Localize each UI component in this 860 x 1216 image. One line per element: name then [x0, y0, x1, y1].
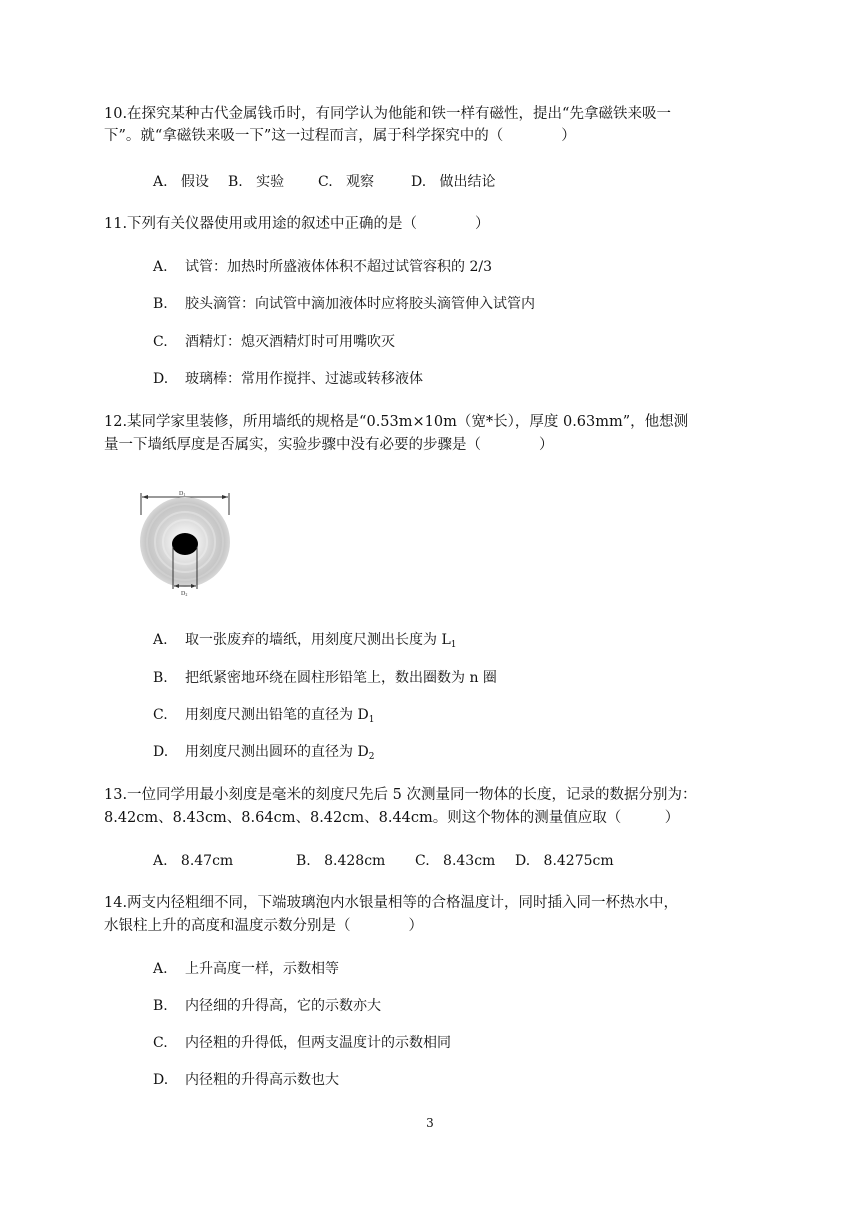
- q12-option-d: D. 用刻度尺测出圆环的直径为 $D_2$: [153, 744, 375, 762]
- q12-stem-line2: 量一下墙纸厚度是否属实，实验步骤中没有必要的步骤是（ ）: [104, 437, 554, 453]
- q11-option-b: B. 胶头滴管：向试管中滴加液体时应将胶头滴管伸入试管内: [153, 296, 535, 312]
- wallpaper-roll-drawing: [130, 485, 240, 600]
- q14-option-b: B. 内径细的升得高，它的示数亦大: [153, 998, 381, 1014]
- q13-option-b: B. 8.428cm: [296, 853, 386, 869]
- q14-stem-line1: 14.两支内径粗细不同，下端玻璃泡内水银量相等的合格温度计，同时插入同一杯热水中，: [104, 895, 679, 911]
- q10-stem-line2: 下”。就“拿磁铁来吸一下”这一过程而言，属于科学探究中的（ ）: [104, 128, 576, 144]
- page-number: 3: [426, 1116, 434, 1130]
- outer-diameter-label: D1: [179, 491, 186, 497]
- q13-stem-line2: 8.42cm、8.43cm、8.64cm、8.42cm、8.44cm。则这个物体的测量值应取（ ）: [104, 810, 680, 826]
- q13-stem-line1: 13.一位同学用最小刻度是毫米的刻度尺先后 5 次测量同一物体的长度，记录的数据分别为：: [104, 787, 697, 803]
- q14-option-d: D. 内径粗的升得高示数也大: [153, 1072, 339, 1088]
- q14-option-c: C. 内径粗的升得低，但两支温度计的示数相同: [153, 1035, 451, 1051]
- q11-option-a: A. 试管：加热时所盛液体体积不超过试管容积的 2/3: [153, 259, 492, 275]
- q12-option-a: A. 取一张废弃的墙纸，用刻度尺测出长度为 $L_1$: [153, 632, 457, 650]
- q10-option-a: A. 假设: [153, 174, 209, 190]
- q12-option-c: C. 用刻度尺测出铅笔的直径为 $D_1$: [153, 707, 375, 725]
- wallpaper-roll-figure: [130, 485, 240, 600]
- q14-stem-line2: 水银柱上升的高度和温度示数分别是（ ）: [104, 918, 423, 934]
- q12-option-b: B. 把纸紧密地环绕在圆柱形铅笔上，数出圈数为 n 圈: [153, 670, 497, 686]
- q13-option-c: C. 8.43cm: [415, 853, 496, 869]
- q10-option-b: B. 实验: [228, 174, 285, 190]
- q12-stem-line1: 12.某同学家里装修，所用墙纸的规格是“0.53m×10m（宽*长），厚度 0.63mm”，他想测: [104, 414, 689, 430]
- q13-option-a: A. 8.47cm: [153, 853, 234, 869]
- q10-option-c: C. 观察: [318, 174, 375, 190]
- inner-diameter-label: D2: [181, 591, 188, 597]
- q10-option-d: D. 做出结论: [411, 174, 496, 190]
- q11-option-c: C. 酒精灯：熄灭酒精灯时可用嘴吹灭: [153, 334, 395, 350]
- q10-stem-line1: 10.在探究某种古代金属钱币时，有同学认为他能和铁一样有磁性，提出“先拿磁铁来吸一: [104, 106, 671, 122]
- q11-stem: 11.下列有关仪器使用或用途的叙述中正确的是（ ）: [104, 216, 490, 232]
- q11-option-d: D. 玻璃棒：常用作搅拌、过滤或转移液体: [153, 371, 423, 387]
- q14-option-a: A. 上升高度一样，示数相等: [153, 961, 339, 977]
- q13-option-d: D. 8.4275cm: [515, 853, 614, 869]
